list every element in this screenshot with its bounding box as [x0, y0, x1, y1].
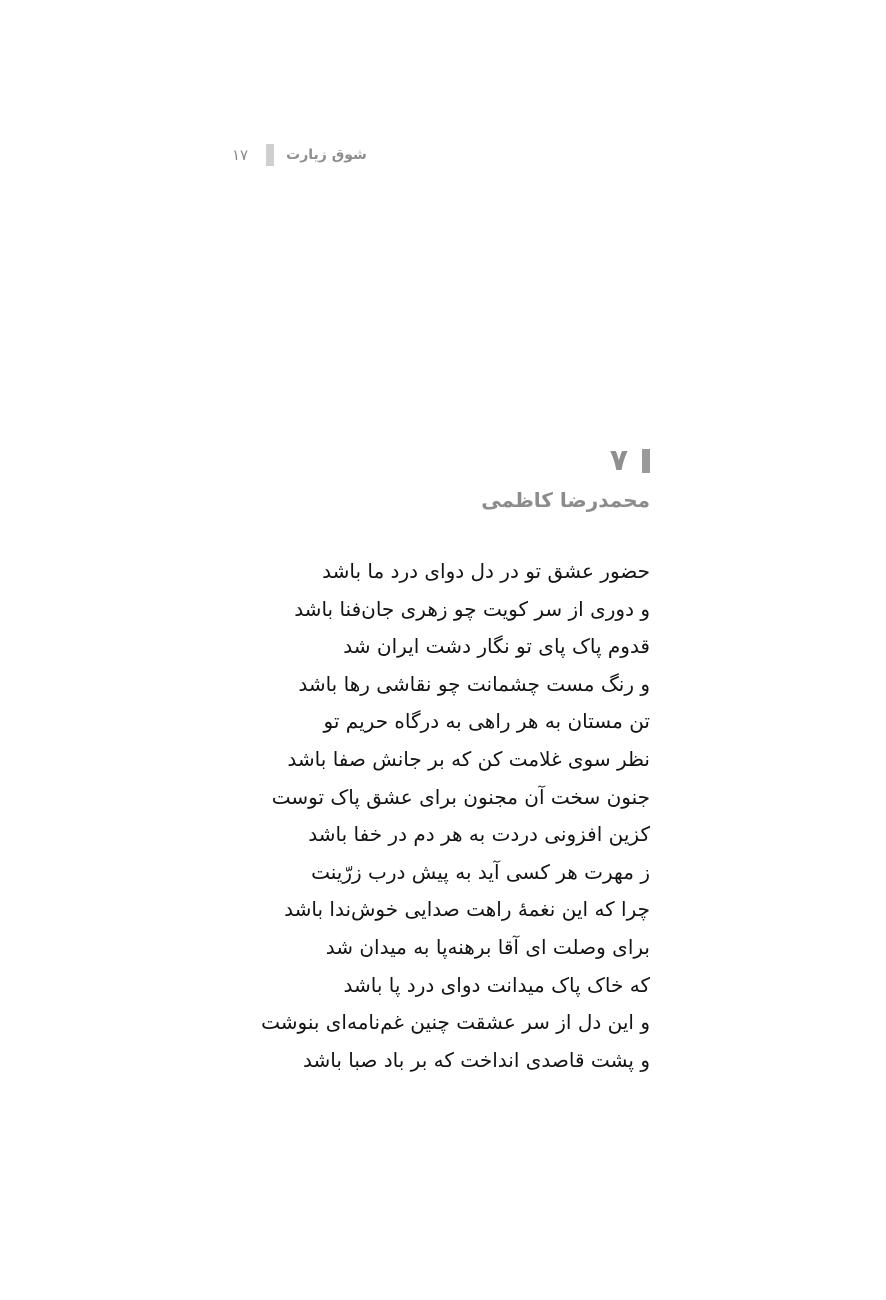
- verse-line: و رنگ مست چشمانت چو نقاشی رها باشد: [298, 671, 650, 696]
- verse-line: حضور عشق تو در دل دوای درد ما باشد: [322, 559, 650, 583]
- poet-name: محمدرضا کاظمی: [481, 488, 650, 512]
- verse-line: جنون سخت آن مجنون برای عشق پاک توست: [271, 784, 650, 809]
- verse-line: و دوری از سر کویت چو زهری جان‌فنا باشد: [294, 596, 650, 621]
- running-header: [232, 142, 367, 168]
- poem-number: ۷: [609, 443, 628, 478]
- verse-line: که خاک پاک میدانت دوای درد پا باشد: [343, 972, 650, 997]
- verse-line: نظر سوی غلامت کن که بر جانش صفا باشد: [287, 746, 650, 771]
- poem-heading: [481, 444, 650, 514]
- poem-number-row: [481, 444, 650, 478]
- verse-line: کزین افزونی دردت به هر دم در خفا باشد: [308, 822, 650, 847]
- verse-line: تن مستان به هر راهی به درگاه حریم تو: [323, 709, 650, 734]
- verse-line: برای وصلت ای آقا برهنه‌پا به میدان شد: [325, 934, 650, 959]
- verse-line: و این دل از سر عشقت چنین غم‌نامه‌ای بنوشت: [261, 1010, 650, 1035]
- page-number: ۱۷: [232, 146, 249, 164]
- verse-line: چرا که این نغمۀ راهت صدایی خوش‌ندا باشد: [284, 897, 650, 922]
- book-title: شوق زیارت: [286, 147, 367, 163]
- verse-line: قدوم پاک پای تو نگار دشت ایران شد: [343, 634, 650, 659]
- verse-line: ز مهرت هر کسی آید به پیش درب زرّینت: [311, 859, 650, 884]
- header-divider-bar: [266, 144, 274, 166]
- verse-line: و پشت قاصدی انداخت که بر باد صبا باشد: [303, 1047, 650, 1072]
- heading-marker-bar: [642, 449, 650, 473]
- poem-body: [261, 553, 650, 1079]
